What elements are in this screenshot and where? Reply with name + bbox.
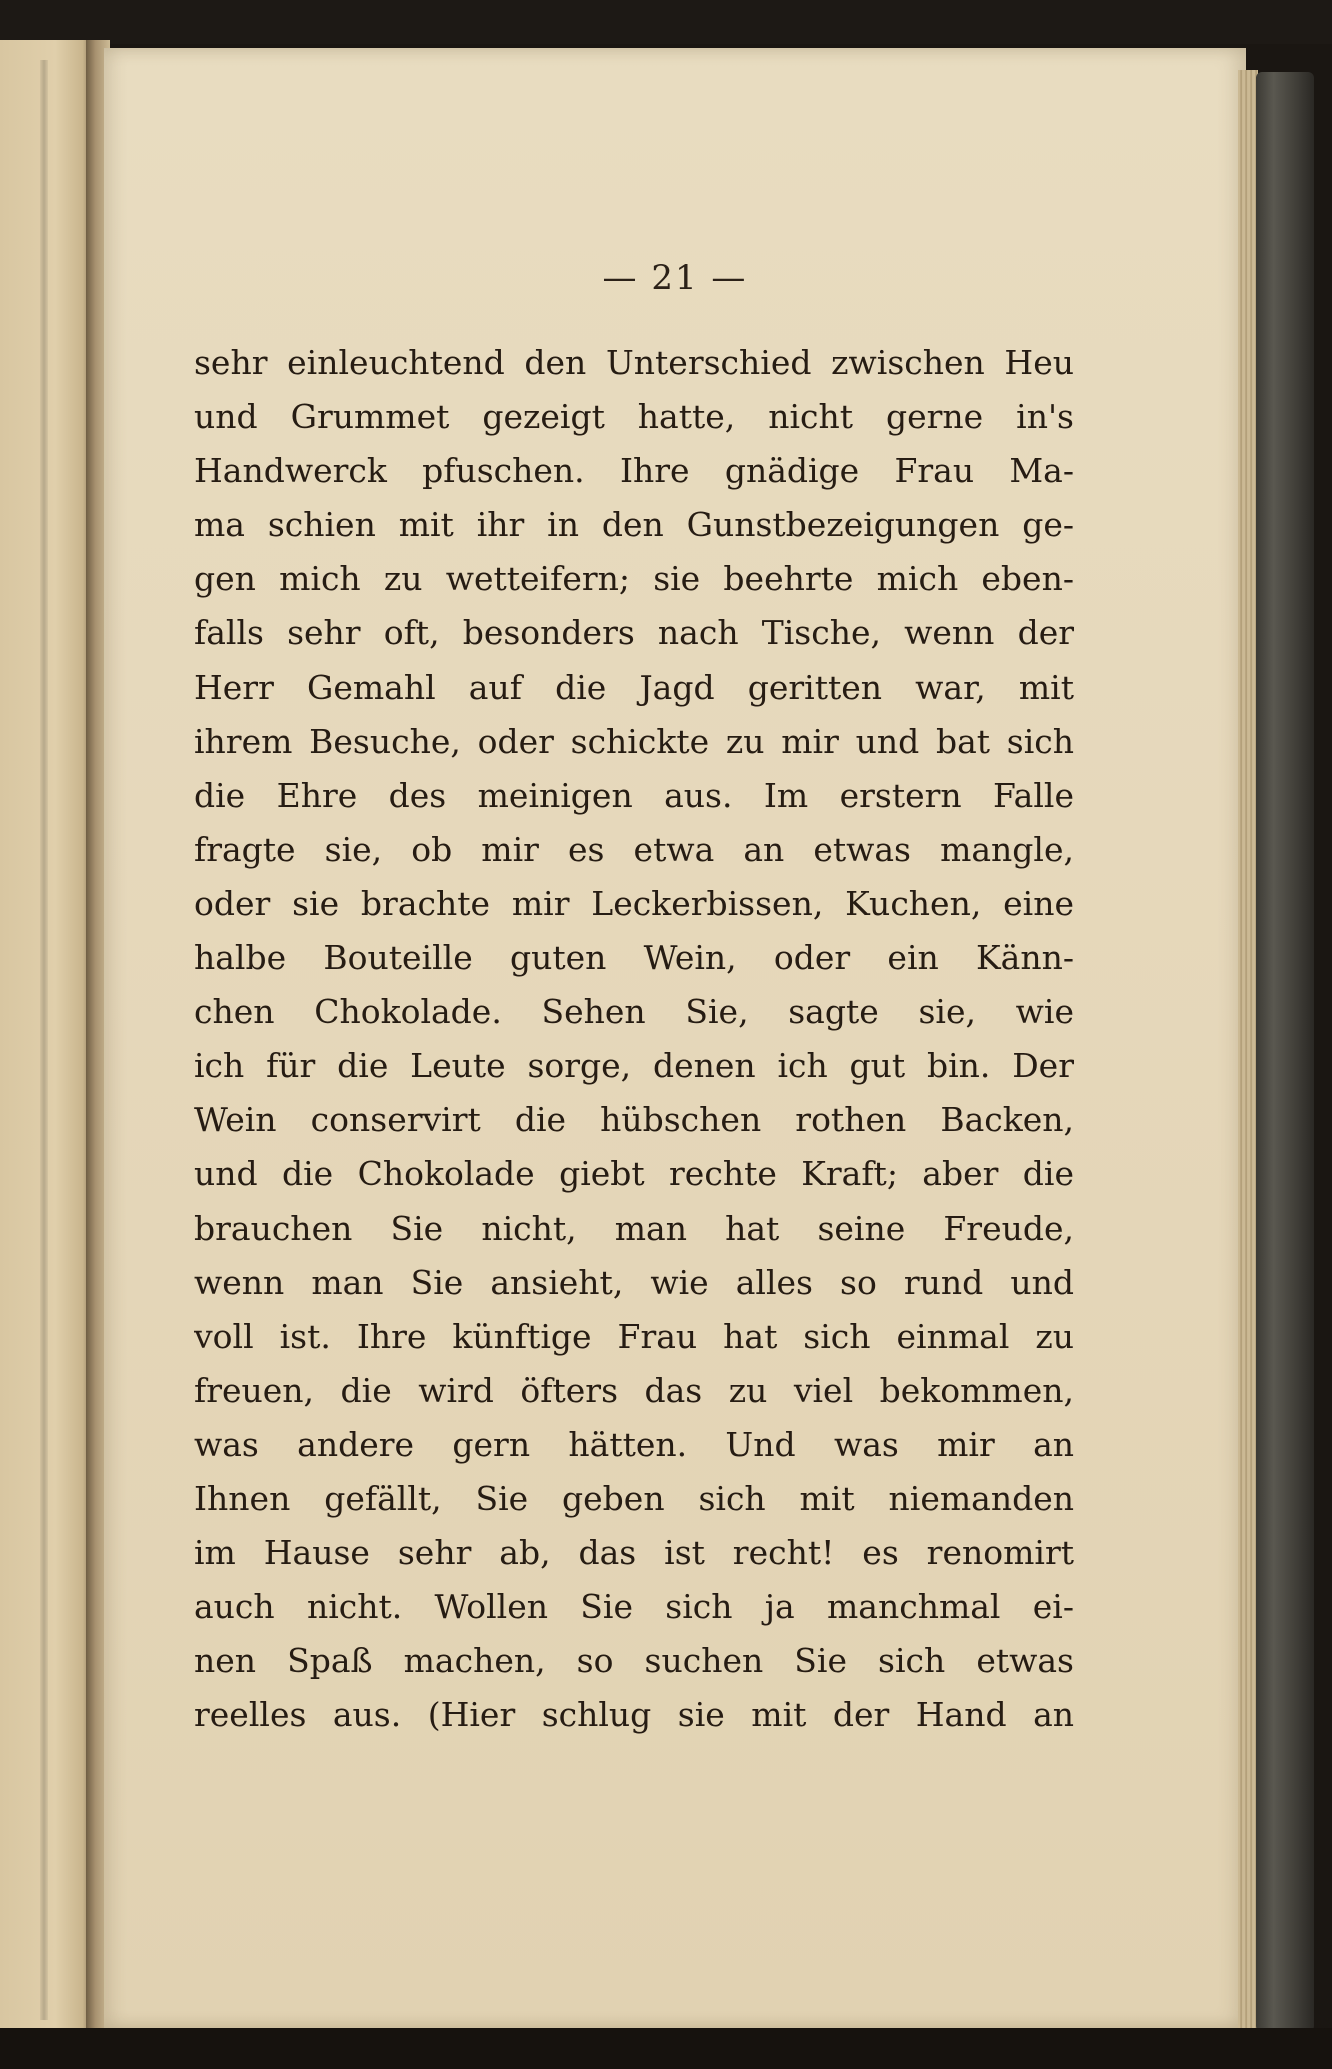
page-number: — 21 — (602, 258, 748, 298)
text-line: Herr Gemahl auf die Jagd geritten war, mit (194, 667, 1074, 707)
text-line: brauchen Sie nicht, man hat seine Freude, (194, 1208, 1074, 1248)
text-line: sehr einleuchtend den Unterschied zwischen Heu (194, 343, 1074, 382)
page-block-edges (1238, 70, 1258, 2030)
text-line: ma schien mit ihr in den Gunstbezeigungen ge- (194, 505, 1074, 545)
text-line: gen mich zu wetteifern; sie beehrte mich eben- (194, 559, 1074, 599)
text-line: ich für die Leute sorge, denen ich gut bin. Der (194, 1046, 1074, 1086)
text-line: voll ist. Ihre künftige Frau hat sich einmal zu (194, 1316, 1074, 1356)
text-line: wenn man Sie ansieht, wie alles so rund und (194, 1262, 1074, 1302)
text-line: was andere gern hätten. Und was mir an (194, 1424, 1074, 1464)
text-line: oder sie brachte mir Leckerbissen, Kuchen, eine (194, 883, 1074, 923)
text-line: auch nicht. Wollen Sie sich ja manchmal ei- (194, 1587, 1074, 1627)
text-line: nen Spaß machen, so suchen Sie sich etwas (194, 1641, 1074, 1681)
bottom-background (0, 2028, 1332, 2069)
book-page (104, 48, 1246, 2028)
text-line: freuen, die wird öfters das zu viel bekommen, (194, 1370, 1074, 1410)
text-line: und die Chokolade giebt rechte Kraft; aber die (194, 1154, 1074, 1194)
page-text (194, 336, 1074, 1742)
text-line: halbe Bouteille guten Wein, oder ein Känn- (194, 938, 1074, 978)
text-line: falls sehr oft, besonders nach Tische, wenn der (194, 613, 1074, 653)
text-line: Ihnen gefällt, Sie geben sich mit niemanden (194, 1478, 1074, 1518)
text-line: reelles aus. (Hier schlug sie mit der Hand an (194, 1695, 1074, 1735)
text-line: im Hause sehr ab, das ist recht! es renomirt (194, 1533, 1074, 1573)
text-line: Handwerck pfuschen. Ihre gnädige Frau Ma- (194, 451, 1074, 491)
facing-page-shadow (40, 60, 48, 2020)
text-line: und Grummet gezeigt hatte, nicht gerne in's (194, 397, 1074, 437)
text-line: Wein conservirt die hübschen rothen Backen, (194, 1100, 1074, 1140)
text-line: ihrem Besuche, oder schickte zu mir und bat sich (194, 721, 1074, 761)
text-line: die Ehre des meinigen aus. Im erstern Falle (194, 775, 1074, 815)
text-line: fragte sie, ob mir es etwa an etwas mangle, (194, 829, 1074, 869)
book-cover (1256, 72, 1314, 2032)
top-background (0, 0, 1332, 44)
text-line: chen Chokolade. Sehen Sie, sagte sie, wie (194, 992, 1074, 1032)
